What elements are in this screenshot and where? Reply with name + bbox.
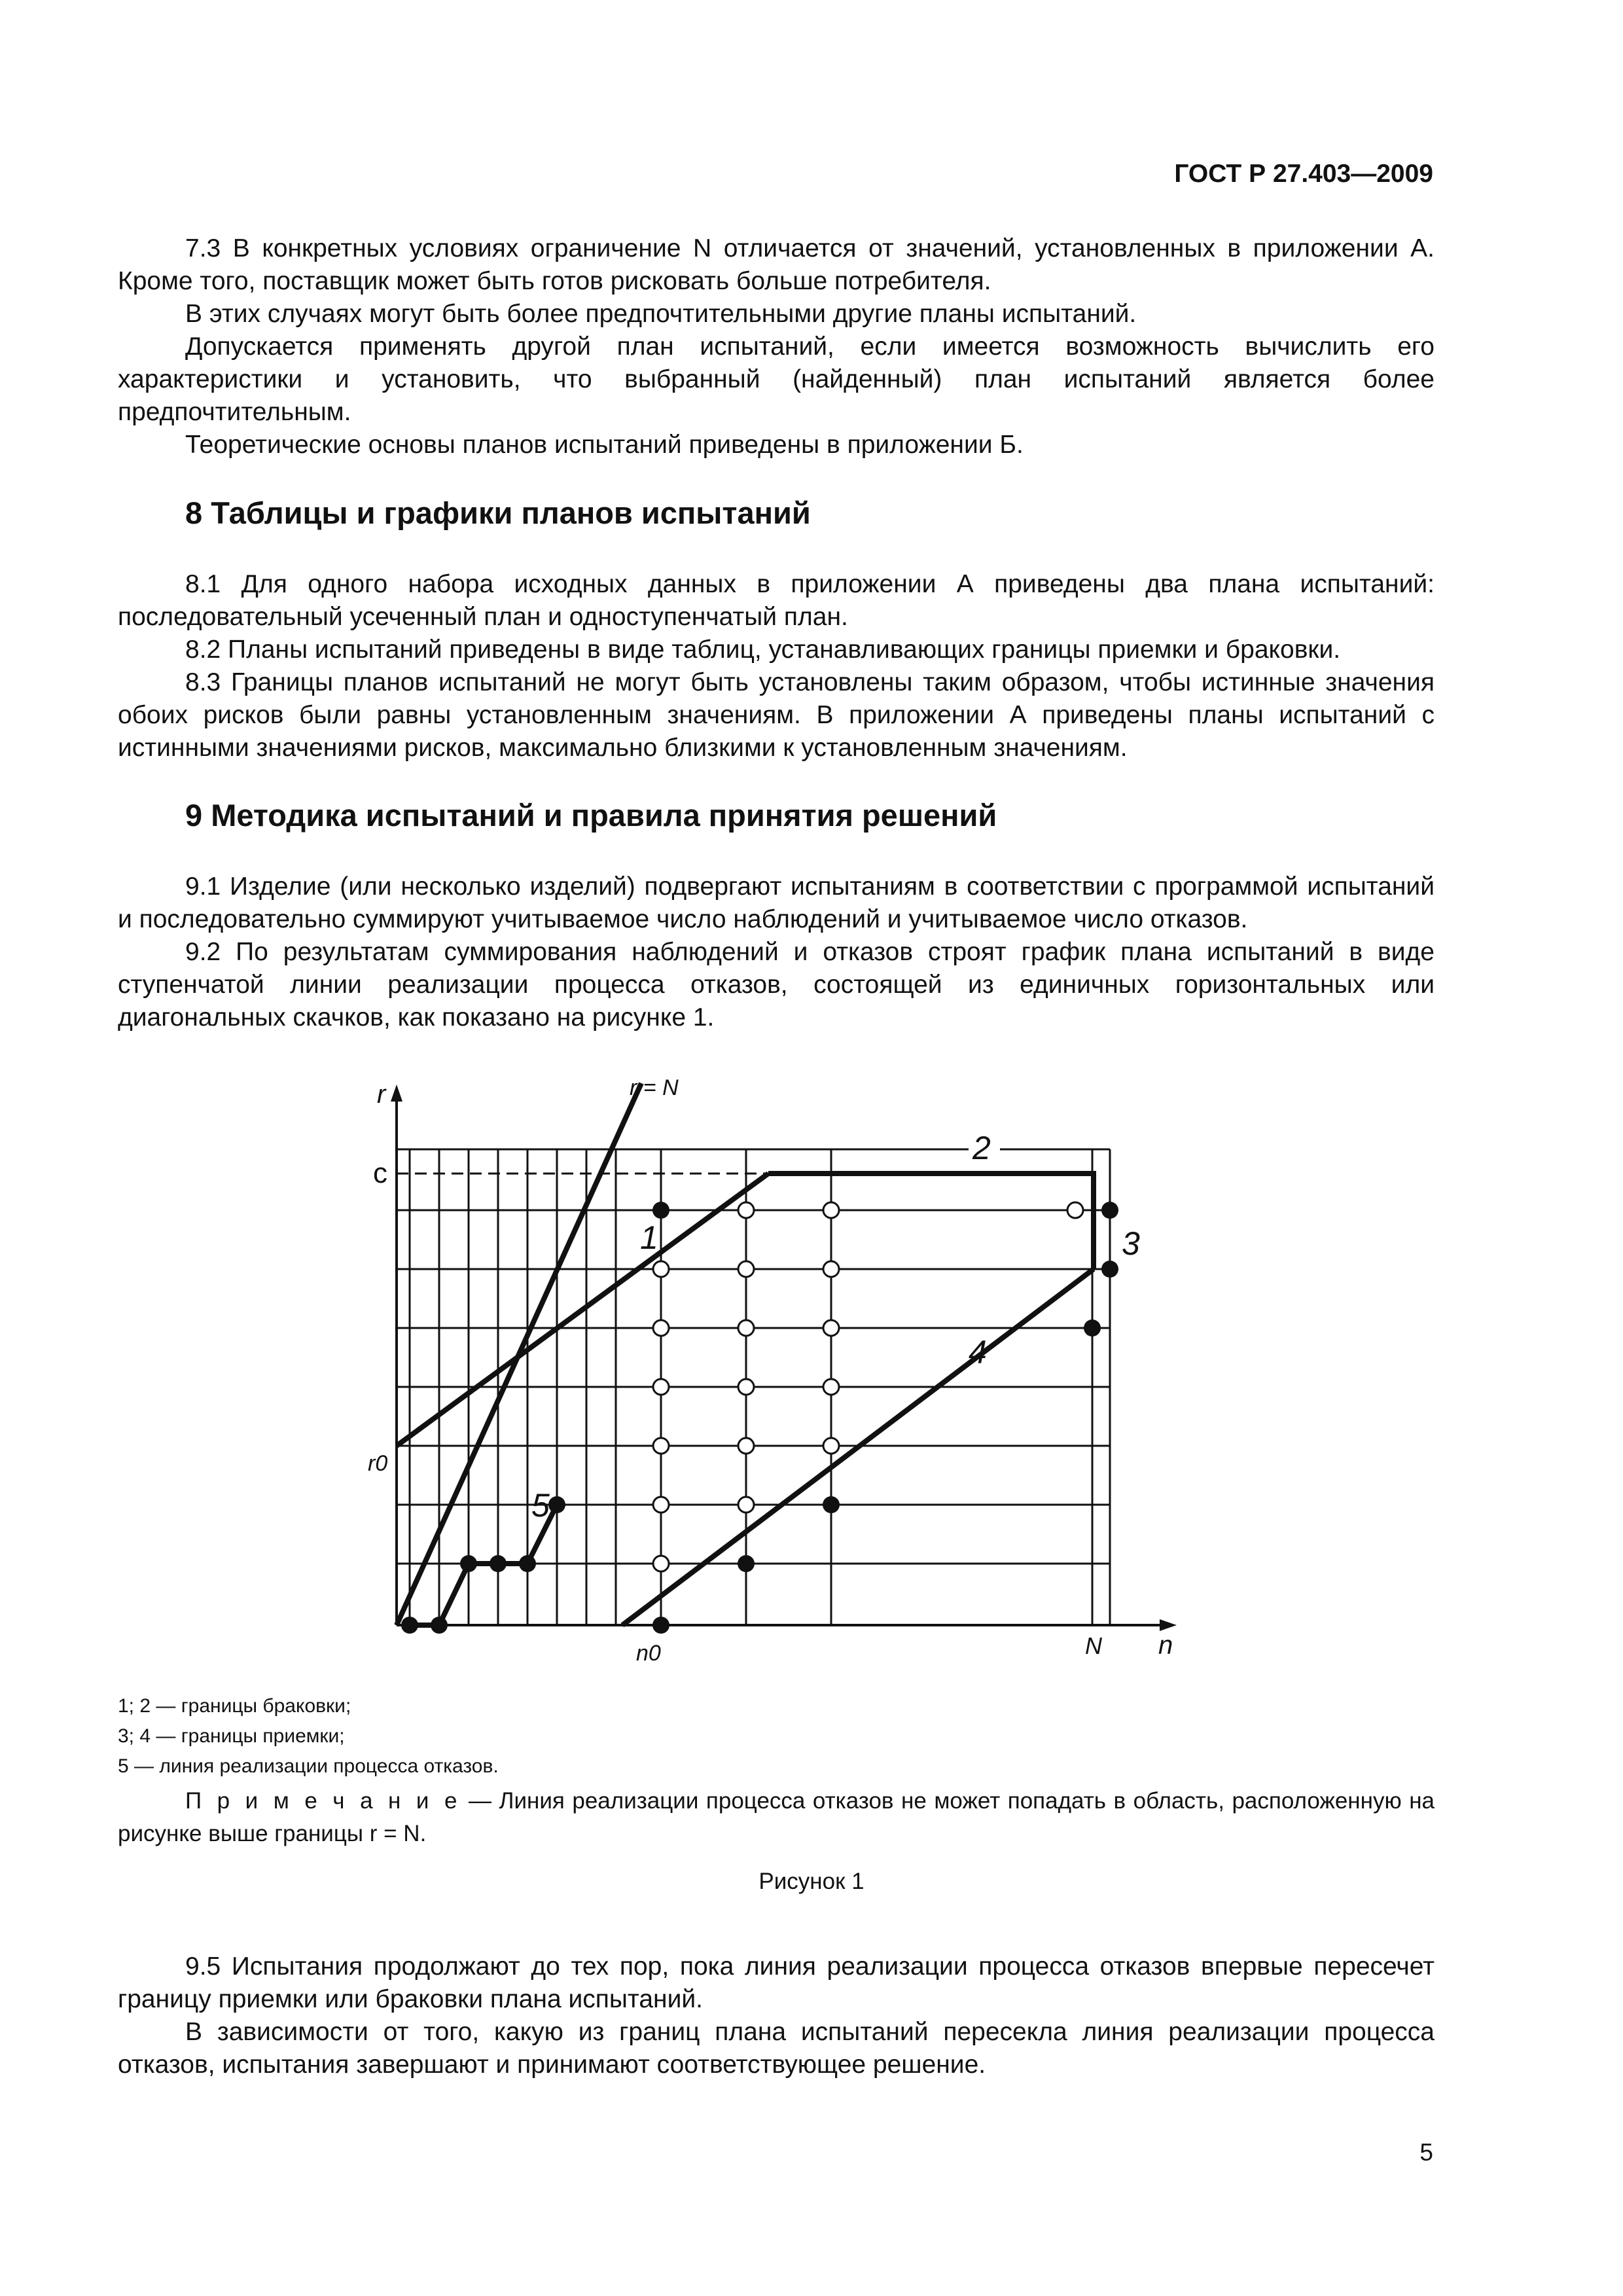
curve-4-label: 4 (969, 1334, 987, 1371)
curve-1-label: 1 (640, 1219, 658, 1256)
legend-item: 3; 4 — границы приемки; (118, 1725, 345, 1747)
filled-points (401, 1202, 1118, 1634)
level-c-label: c (373, 1157, 387, 1189)
boundary-2-3 (768, 1174, 1094, 1269)
paragraph: 7.3 В конкретных условиях ограничение N отличается от значений, установленных в приложении А. Кроме того, поставщик может быть готов рисковать больше потребителя. (118, 234, 1435, 295)
note-label: П р и м е ч а н и е (185, 1788, 461, 1814)
x-axis-label: n (1158, 1631, 1173, 1660)
figure-note (118, 1785, 1435, 1850)
N-axis-label: N (1085, 1632, 1102, 1659)
section-9-heading: 9 Методика испытаний и правила принятия решений (185, 798, 997, 833)
paragraph: 9.2 По результатам суммирования наблюдений и отказов строят график плана испытаний в виде ступенчатой линии реализации процесса отказов, состоящей из единичных горизонтальных или диагональных скачков, как показано на рисунке 1. (118, 938, 1435, 1031)
paragraph: 8.2 Планы испытаний приведены в виде таблиц, устанавливающих границы приемки и браковки. (185, 636, 1341, 664)
n0-label: n0 (636, 1641, 661, 1666)
curve-3-label: 3 (1122, 1225, 1140, 1262)
boundary-4 (622, 1269, 1094, 1625)
figure-legend (118, 1691, 499, 1782)
paragraph: Теоретические основы планов испытаний приведены в приложении Б. (185, 431, 1024, 459)
x-axis-arrow-icon (1160, 1619, 1177, 1631)
paragraph: 9.5 Испытания продолжают до тех пор, пока линия реализации процесса отказов впервые пересечет границу приемки или браковки плана испытаний. (118, 1952, 1435, 2013)
legend-item: 1; 2 — границы браковки; (118, 1695, 351, 1717)
paragraph: В зависимости от того, какую из границ плана испытаний пересекла линия реализации процесса отказов, испытания завершают и принимают соответствующее решение. (118, 2018, 1435, 2079)
paragraph: 9.1 Изделие (или несколько изделий) подвергают испытаниям в соответствии с программой испытаний и последовательно суммируют учитываемое число наблюдений и учитываемое число отказов. (118, 872, 1435, 933)
y-axis-label: r (377, 1080, 386, 1109)
page-number: 5 (1419, 2139, 1433, 2166)
document-code: ГОСТ Р 27.403—2009 (1174, 160, 1433, 188)
section-8-heading: 8 Таблицы и графики планов испытаний (185, 495, 811, 530)
test-plan-diagram (353, 1070, 1204, 1672)
line-r-equals-N-label: r = N (630, 1075, 679, 1100)
section-8-body (118, 568, 1435, 764)
section-7-body (118, 232, 1435, 461)
y-axis-arrow-icon (391, 1085, 402, 1102)
figure-1-test-plan-graph (353, 1070, 1204, 1672)
paragraph: 8.3 Границы планов испытаний не могут быть установлены таким образом, чтобы истинные значения обоих рисков были равны установленным значениям. В приложении А приведены планы испытаний с истинными значениями рисков, максимально близкими к установленным значениям. (118, 668, 1435, 762)
figure-caption: Рисунок 1 (758, 1869, 865, 1894)
note-text: — Линия реализации процесса отказов не может попадать в область, расположенную на рисунке выше границы r = N. (118, 1788, 1435, 1846)
legend-item: 5 — линия реализации процесса отказов. (118, 1755, 499, 1777)
section-9-5-body (118, 1950, 1435, 2081)
paragraph: В этих случаях могут быть более предпочтительными другие планы испытаний. (185, 300, 1137, 328)
r0-label: r0 (368, 1451, 388, 1476)
paragraph: 8.1 Для одного набора исходных данных в приложении А приведены два плана испытаний: последовательный усеченный план и одноступенчатый план. (118, 570, 1435, 631)
curve-2-label: 2 (972, 1130, 991, 1166)
curve-5-label: 5 (531, 1487, 550, 1524)
paragraph: Допускается применять другой план испытаний, если имеется возможность вычислить его характеристики и установить, что выбранный (найденный) план испытаний является более предпочтительным. (118, 332, 1435, 426)
section-9-body (118, 870, 1435, 1034)
